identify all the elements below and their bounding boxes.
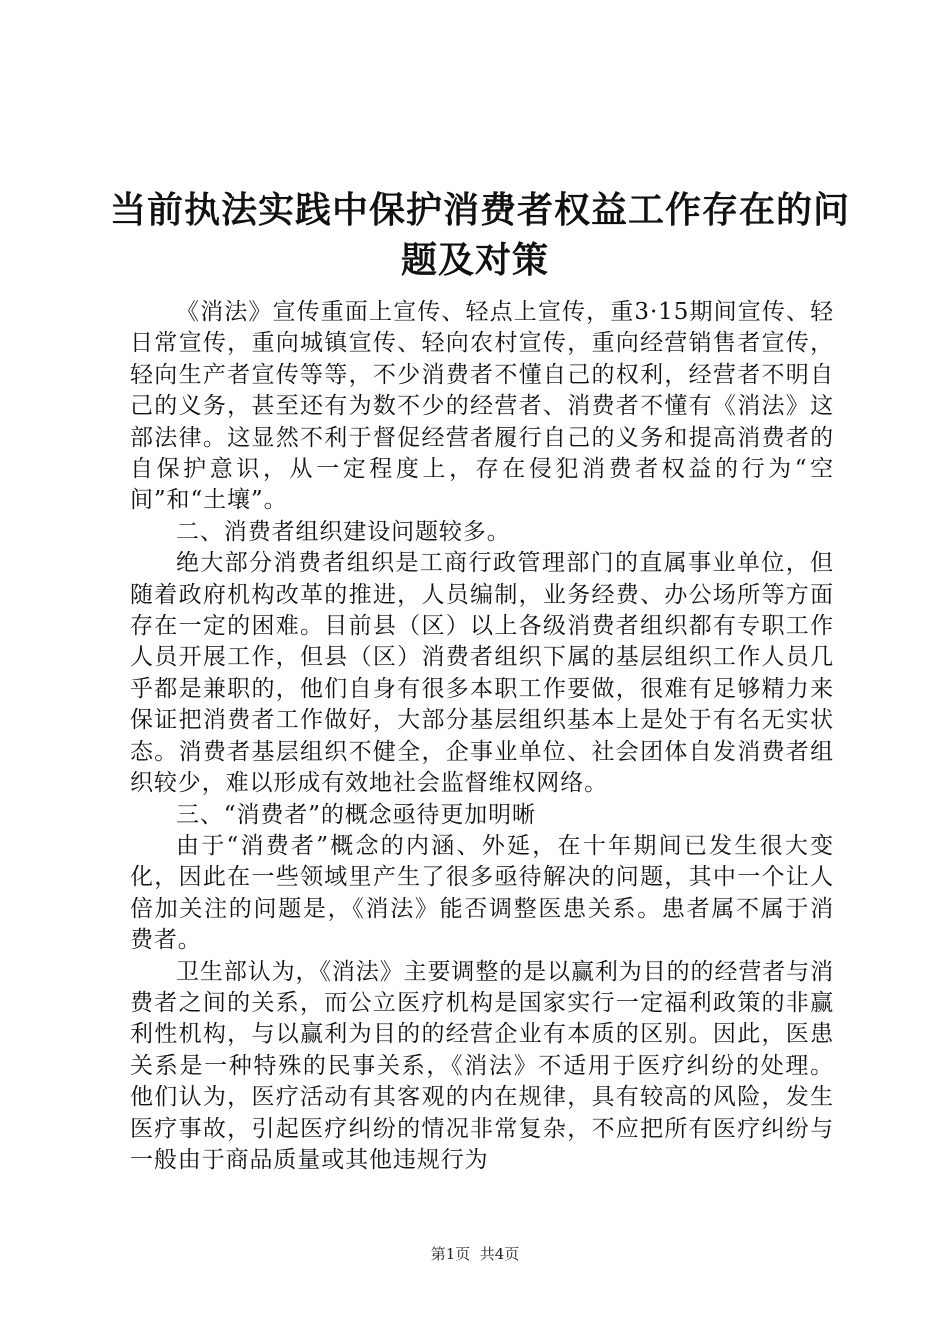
page-footer: 第1页 共4页 [430, 1245, 520, 1263]
title-text-2: 题及对策 [400, 239, 549, 281]
title-text-1: 当前执法实践中保护消费者权益工作存在的问 [110, 189, 851, 231]
paragraph-organization: 绝大部分消费者组织是工商行政管理部门的直属事业单位，但随着政府机构改革的推进，人员编制，业务经费、办公场所等方面存在一定的困难。目前县（区）以上各级消费者组织都有专职工作人员开展工作，但县（区）消费者组织下属的基层组织工作人员几乎都是兼职的，他们自身有很多本职工作要做，很难有足够精力来保证把消费者工作做好，大部分基层组织基本上是处于有名无实状态。消费者基层组织不健全，企事业单位、社会团体自发消费者组织较少，难以形成有效地社会监督维权网络。 [130, 550, 834, 797]
document-body [130, 297, 834, 1176]
paragraph-consumer-concept: 由于“消费者”概念的内涵、外延，在十年期间已发生很大变化，因此在一些领域里产生了很多亟待解决的问题，其中一个让人倍加关注的问题是，《消法》能否调整医患关系。患者属不属于消费者。 [130, 832, 834, 954]
section-heading-2: 二、消费者组织建设问题较多。 [176, 518, 511, 545]
document-title-line-2 [110, 226, 840, 294]
section-heading-3: 三、“消费者”的概念亟待更加明晰 [176, 801, 536, 828]
paragraph-publicity: 《消法》宣传重面上宣传、轻点上宣传，重3·15期间宣传、轻日常宣传，重向城镇宣传、轻向农村宣传，重向经营销售者宣传，轻向生产者宣传等等，不少消费者不懂自己的权利，经营者不明自己的义务，甚至还有为数不少的经营者、消费者不懂有《消法》这部法律。这显然不利于督促经营者履行自己的义务和提高消费者的自保护意识，从一定程度上，存在侵犯消费者权益的行为“空间”和“土壤”。 [130, 299, 834, 514]
paragraph-health-ministry: 卫生部认为，《消法》主要调整的是以赢利为目的的经营者与消费者之间的关系，而公立医疗机构是国家实行一定福利政策的非赢利性机构，与以赢利为目的的经营企业有本质的区别。因此，医患关系是一种特殊的民事关系，《消法》不适用于医疗纠纷的处理。他们认为，医疗活动有其客观的内在规律，具有较高的风险，发生医疗事故，引起医疗纠纷的情况非常复杂，不应把所有医疗纠纷与一般由于商品质量或其他违规行为 [130, 958, 834, 1173]
